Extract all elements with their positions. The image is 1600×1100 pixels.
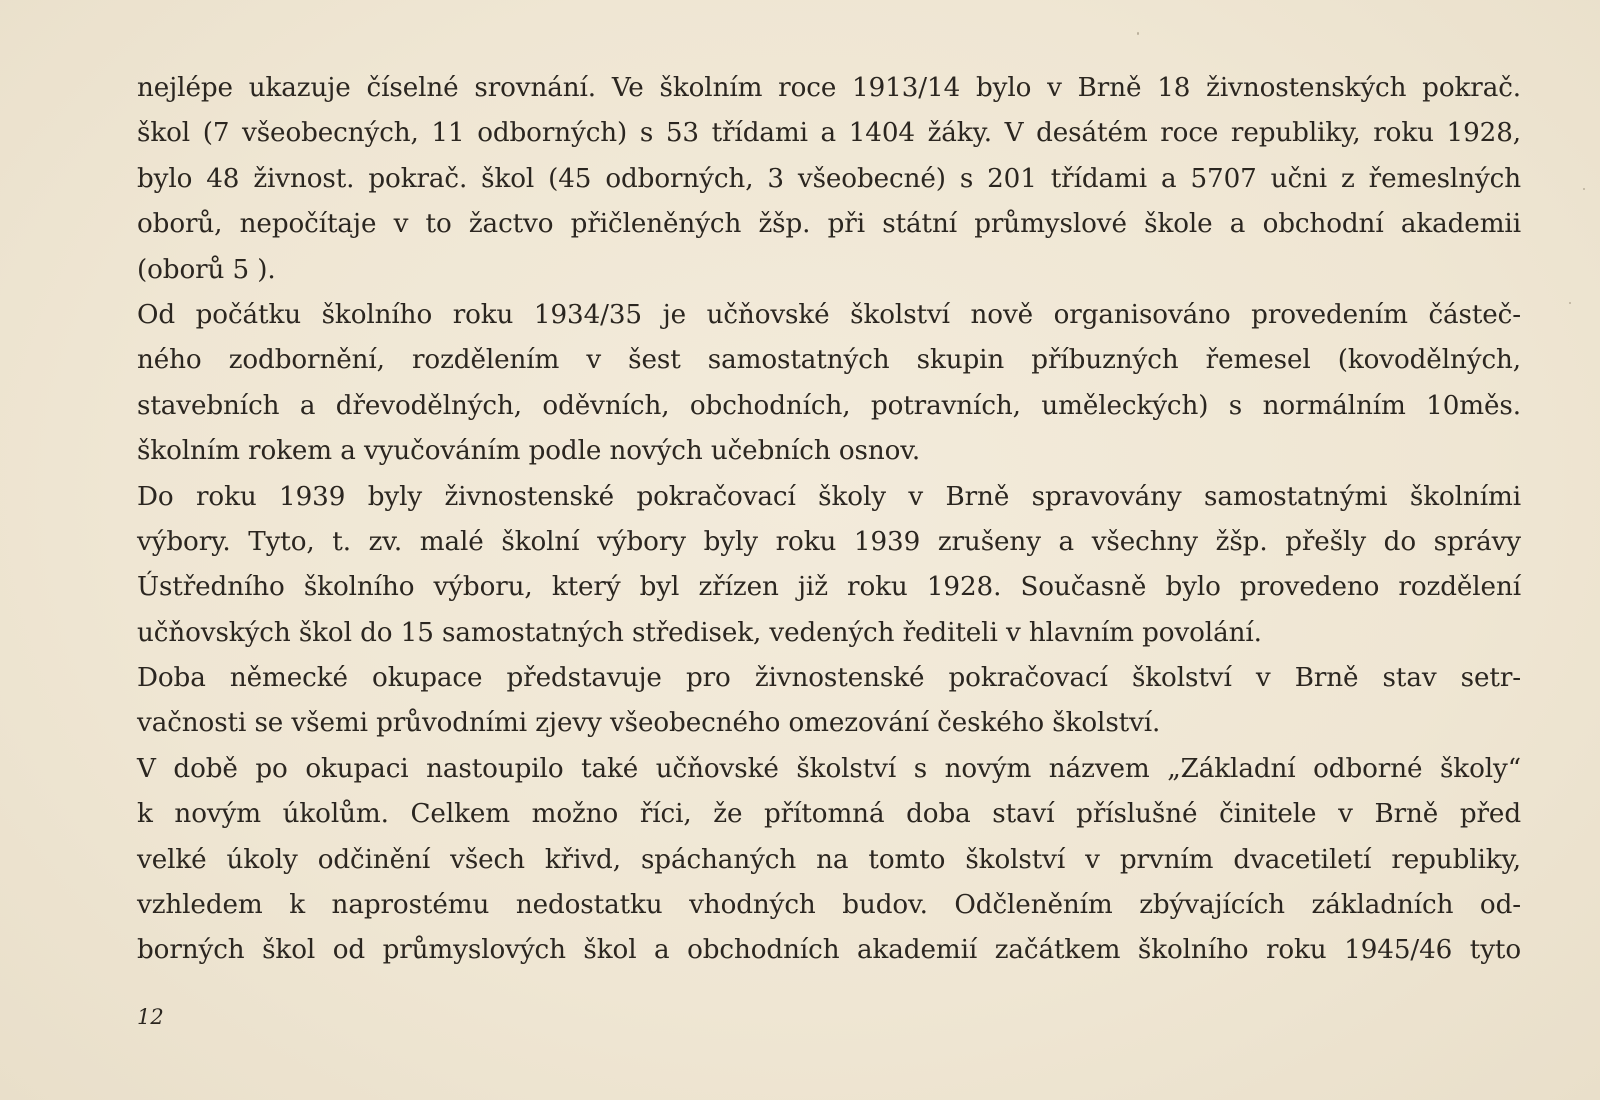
text-line: (oborů 5 ). <box>137 254 276 285</box>
text-line: učňovských škol do 15 samostatných středisek, vedených řediteli v hlavním povolání. <box>137 617 1262 648</box>
text-line: nejlépe ukazuje číselné srovnání. Ve školním roce 1913/14 bylo v Brně 18 živnostenských pokrač. <box>137 73 1521 103</box>
text-line: Doba německé okupace představuje pro živnostenské pokračovací školství v Brně stav setr- <box>137 663 1521 694</box>
text-line: k novým úkolům. Celkem možno říci, že přítomná doba staví příslušné činitele v Brně před <box>137 799 1521 830</box>
body-text <box>137 66 1521 974</box>
text-line: borných škol od průmyslových škol a obchodních akademií začátkem školního roku 1945/46 tyto <box>137 935 1521 966</box>
paragraph <box>137 747 1521 974</box>
text-line: škol (7 všeobecných, 11 odborných) s 53 třídami a 1404 žáky. V desátém roce republiky, roku 1928, <box>137 118 1521 149</box>
page-number: 12 <box>137 1005 164 1029</box>
text-line: bylo 48 živnost. pokrač. škol (45 odborných, 3 všeobecné) s 201 třídami a 5707 učni z řemeslných <box>137 163 1521 194</box>
text-line: Ústředního školního výboru, který byl zřízen již roku 1928. Současně bylo provedeno rozdělení <box>137 572 1521 603</box>
text-line: vzhledem k naprostému nedostatku vhodných budov. Odčleněním zbývajících základních od- <box>137 890 1521 921</box>
text-line: ného zodbornění, rozdělením v šest samostatných skupin příbuzných řemesel (kovodělných, <box>137 345 1521 376</box>
text-line: Od počátku školního roku 1934/35 je učňovské školství nově organisováno provedením částeč- <box>137 299 1521 330</box>
paragraph <box>137 656 1521 747</box>
text-line: Do roku 1939 byly živnostenské pokračovací školy v Brně spravovány samostatnými školními <box>137 481 1521 512</box>
text-line: oborů, nepočítaje v to žactvo přičleněných žšp. při státní průmyslové škole a obchodní akademii <box>137 209 1521 240</box>
text-line: V době po okupaci nastoupilo také učňovské školství s novým názvem „Základní odborné školy“ <box>137 753 1521 784</box>
paper-speck <box>1137 32 1139 35</box>
text-line: školním rokem a vyučováním podle nových učebních osnov. <box>137 436 921 467</box>
paper-speck <box>1569 302 1571 304</box>
paragraph <box>137 475 1521 657</box>
text-line: velké úkoly odčinění všech křivd, spáchaných na tomto školství v prvním dvacetiletí republiky, <box>137 844 1521 875</box>
text-line: stavebních a dřevodělných, oděvních, obchodních, potravních, uměleckých) s normálním 10měs. <box>137 390 1521 421</box>
text-line: vačnosti se všemi průvodními zjevy všeobecného omezování českého školství. <box>137 708 1161 739</box>
paper-speck <box>1583 188 1585 190</box>
paragraph <box>137 293 1521 475</box>
text-line: výbory. Tyto, t. zv. malé školní výbory byly roku 1939 zrušeny a všechny žšp. přešly do správy <box>137 526 1521 557</box>
paragraph <box>137 66 1521 293</box>
